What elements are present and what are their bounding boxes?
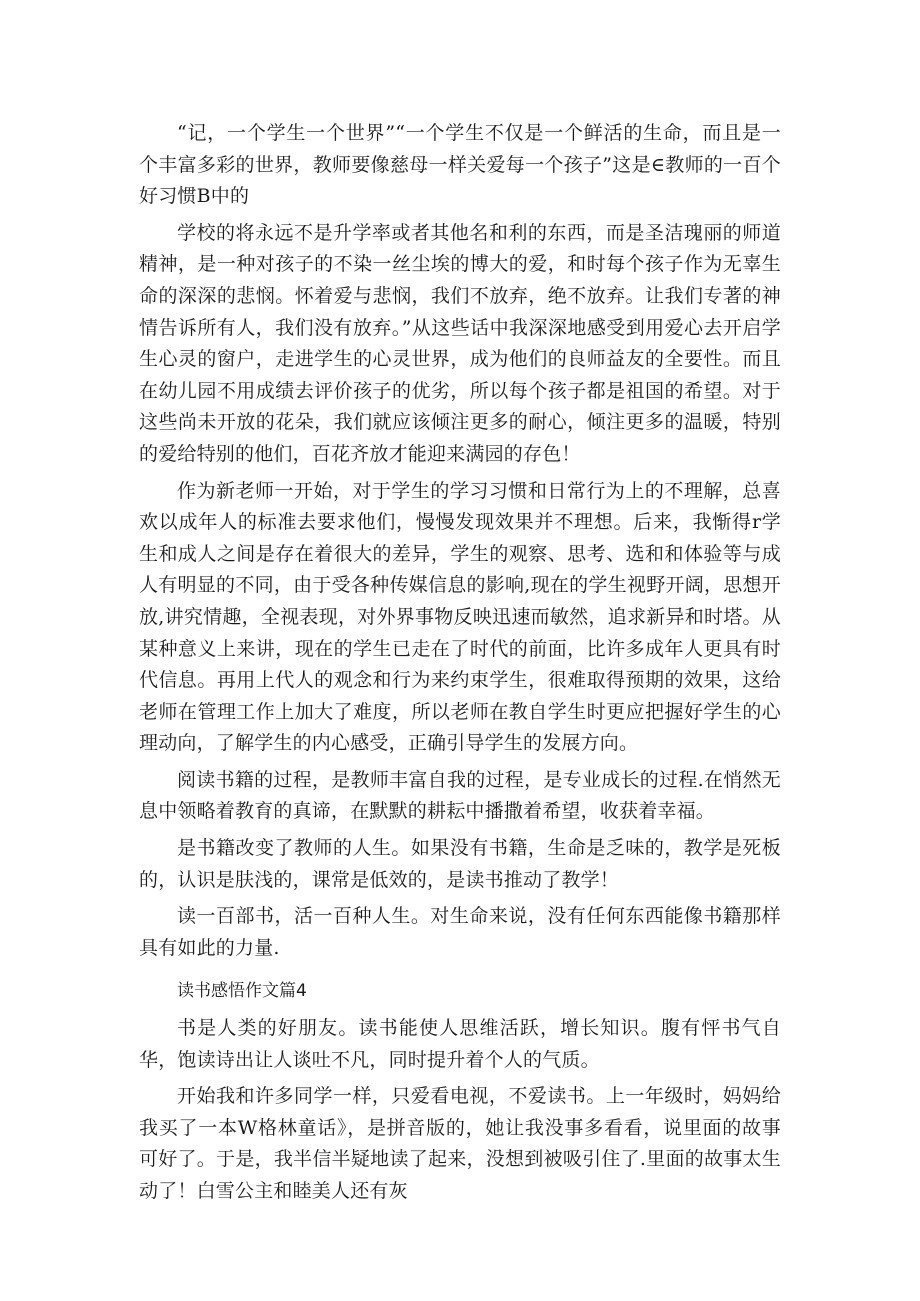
section-paragraph-1: 书是人类的好朋友。读书能使人思维活跃，增长知识。腹有怦书气自华，饱读诗出让人谈吐不凡，同时提升着个人的气质。 <box>139 1017 781 1071</box>
paragraph-4: 阅读书籍的过程，是教师丰富自我的过程，是专业成长的过程.在悄然无息中领略着教育的真谛，在默默的耕耘中播撒着希望，收获着幸福。 <box>139 768 781 823</box>
section-title: 读书感悟作文篇4 <box>177 981 307 1002</box>
paragraph-1: “记，一个学生一个世界”“一个学生不仅是一个鲜活的生命，而且是一个丰富多彩的世界，教师要像慈母一样关爱每一个孩子”这是∈教师的一百个好习惯B中的 <box>139 122 781 208</box>
document-page <box>139 118 781 1208</box>
paragraph-3: 作为新老师一开始，对于学生的学习习惯和日常行为上的不理解，总喜欢以成年人的标准去要求他们，慢慢发现效果并不理想。后来，我惭得r学生和成人之间是存在着很大的差异，学生的观察、思考、选和和体验等与成人有明显的不同，由于受各种传媒信息的影响,现在的学生视野开阔，思想开放,讲究情趣，全视表现，对外界事物反映迅速而敏然，追求新异和时塔。从某种意义上来讲，现在的学生已走在了时代的前面，比许多成年人更具有时代信息。再用上代人的观念和行为来约束学生，很难取得预期的效果，这给老师在管理工作上加大了难度，所以老师在教自学生时更应把握好学生的心理动向，了解学生的内心感受，正确引导学生的发展方向。 <box>139 479 781 755</box>
section-paragraph-2: 开始我和许多同学一样，只爱看电视，不爱读书。上一年级时，妈妈给我买了一本W格林童话》，是拼音版的，她让我没事多看看，说里面的故事可好了。于是，我半信半疑地读了起来，没想到被吸引住了.里面的故事太生动了！白雪公主和睦美人还有灰 <box>139 1085 781 1202</box>
paragraph-2: 学校的将永远不是升学率或者其他名和利的东西，而是圣洁瑰丽的师道精神，是一种对孩子的不染一丝尘埃的博大的爱，和时每个孩子作为无辜生命的深深的悲悯。怀着爱与悲悯，我们不放弃，绝不放弃。让我们专著的神情告诉所有人，我们没有放弃。”从这些话中我深深地感受到用爱心去开启学生心灵的窗户，走进学生的心灵世界，成为他们的良师益友的全要性。而且在幼儿园不用成绩去评价孩子的优劣，所以每个孩子都是祖国的希望。对于这些尚未开放的花朵，我们就应该倾注更多的耐心，倾注更多的温暖，特别的爱给特别的他们，百花齐放才能迎来满园的存色！ <box>139 221 781 465</box>
paragraph-6: 读一百部书，活一百种人生。对生命来说，没有任何东西能像书籍那样具有如此的力量. <box>139 905 781 959</box>
paragraph-5: 是书籍改变了教师的人生。如果没有书籍，生命是乏味的，教学是死板的，认识是肤浅的，课常是低效的，是读书推动了教学！ <box>139 837 781 891</box>
